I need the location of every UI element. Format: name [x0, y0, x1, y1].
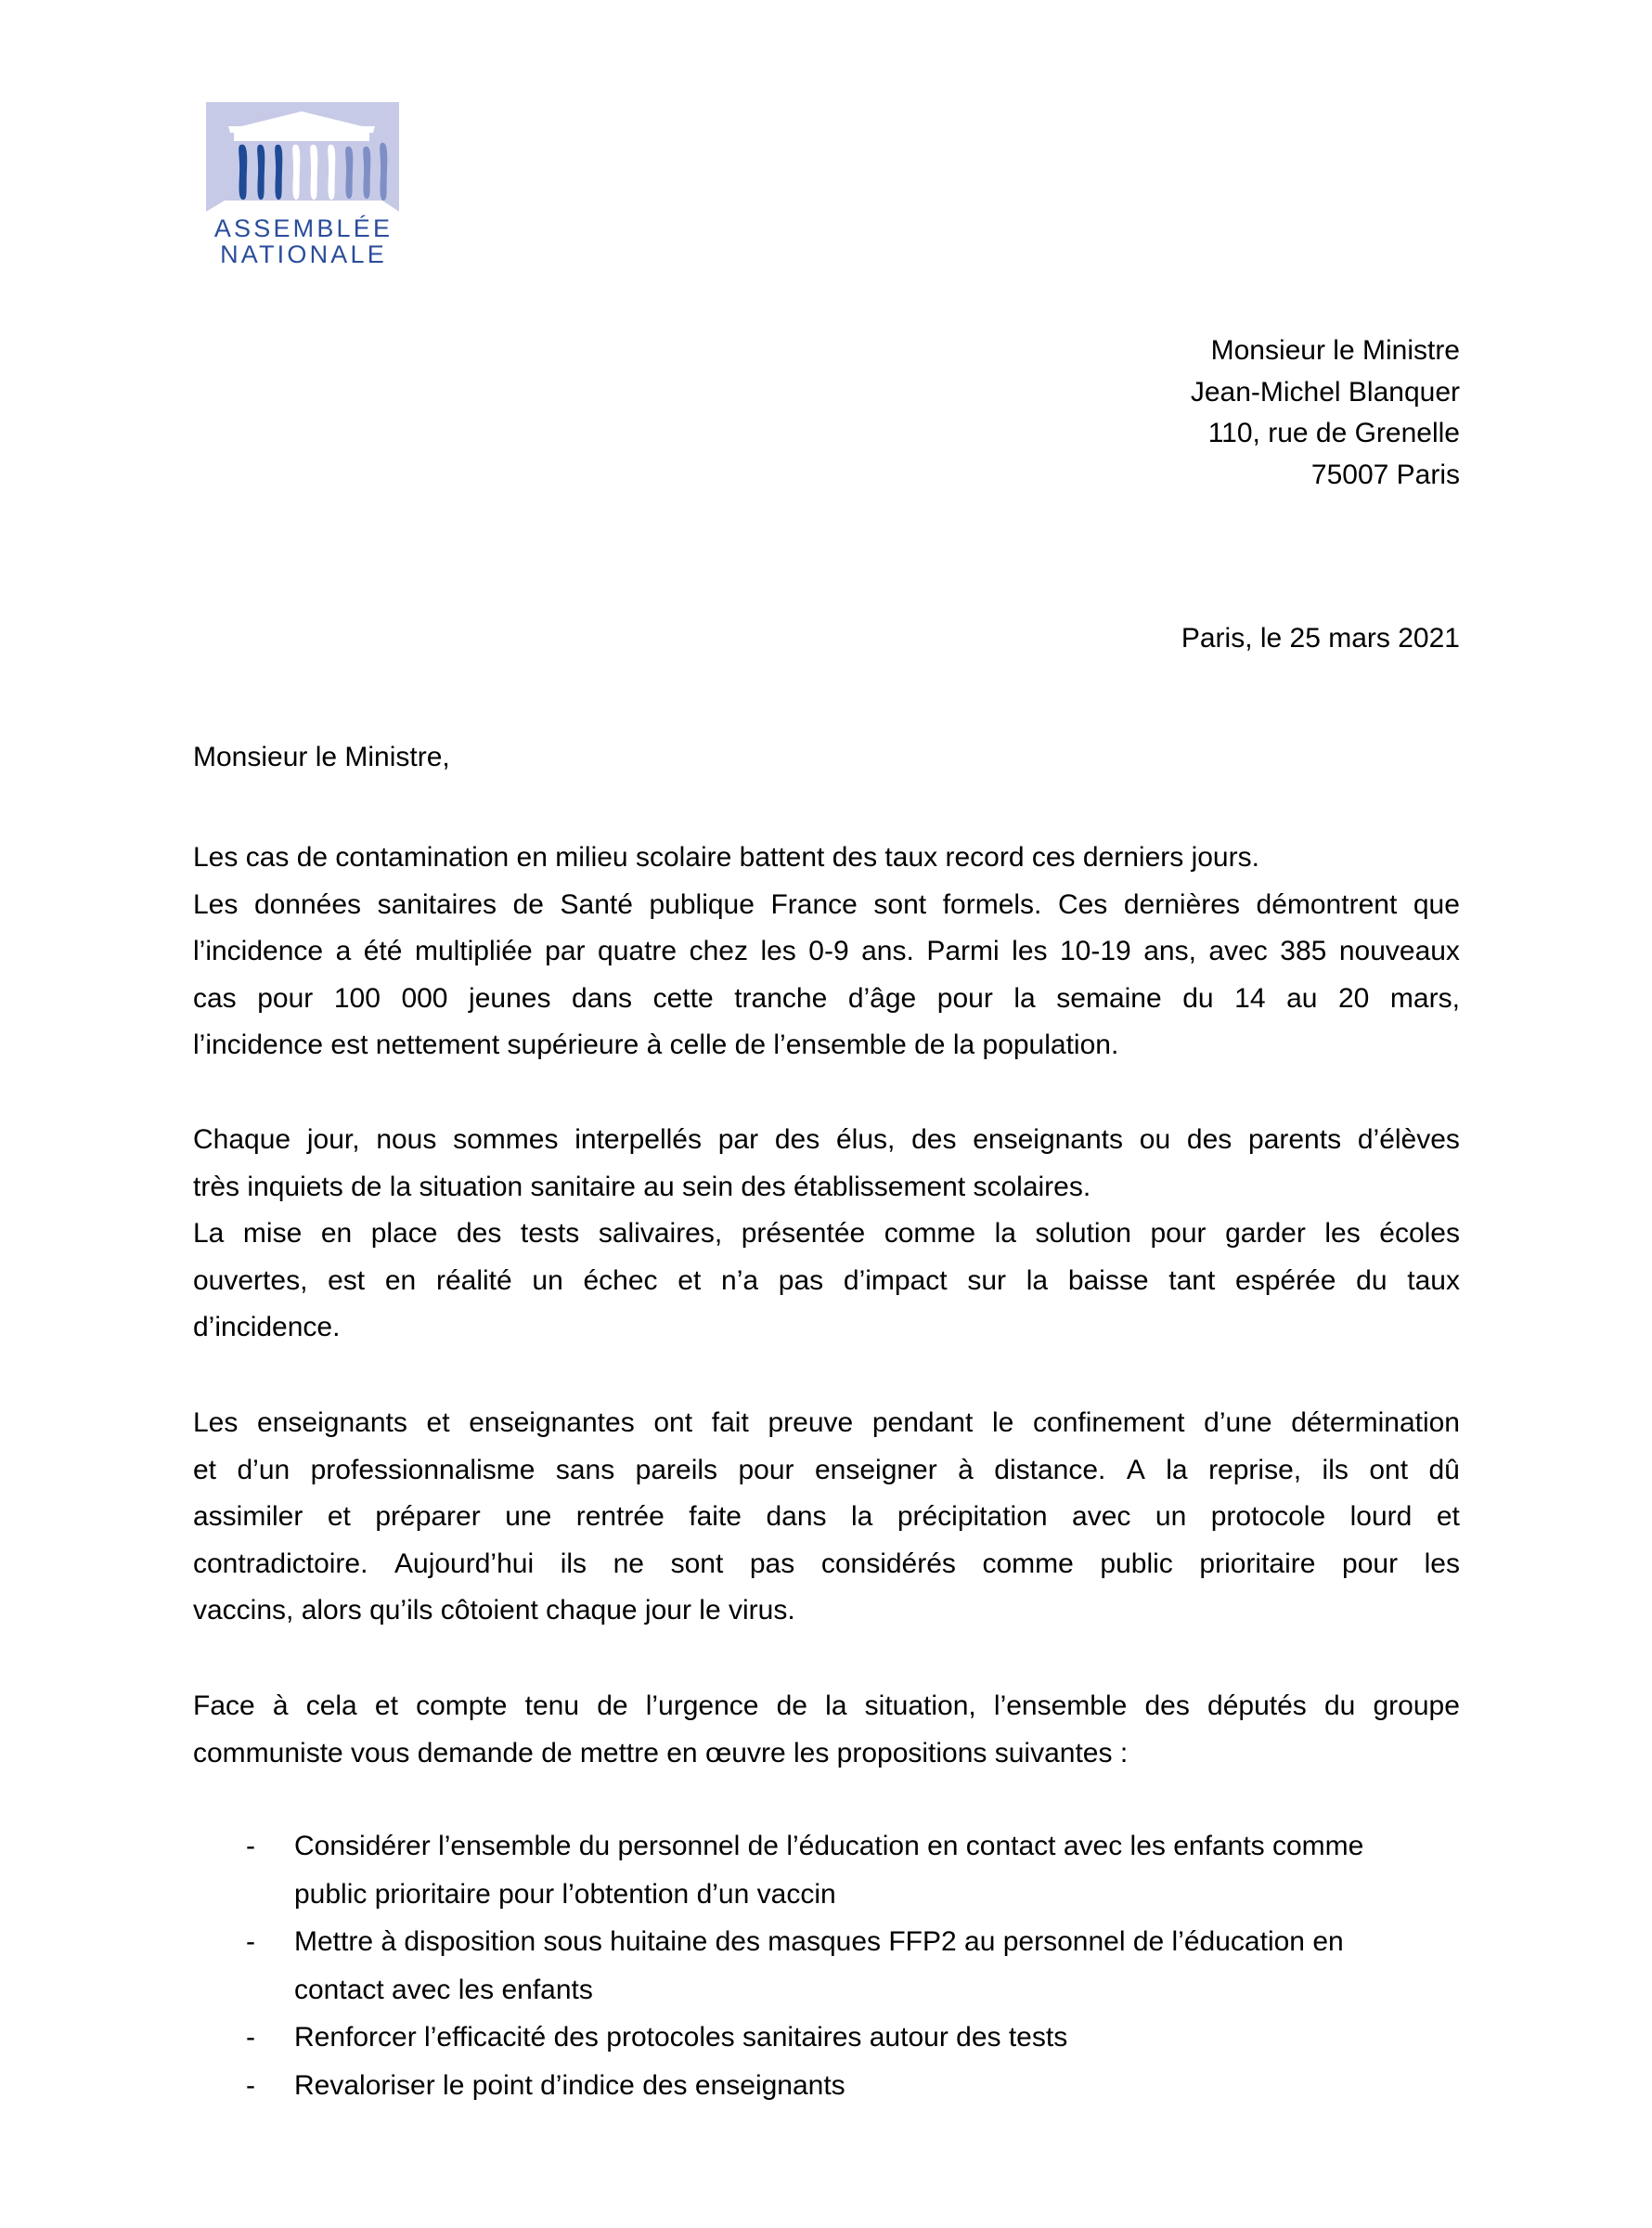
word: pour — [936, 982, 993, 1014]
word: sommes — [453, 1124, 559, 1155]
word: le — [992, 1407, 1014, 1438]
logo-columns — [239, 143, 387, 201]
word: compte — [416, 1690, 508, 1721]
word: solution — [1035, 1218, 1131, 1249]
word: considérés — [820, 1548, 956, 1579]
word: la — [1026, 1264, 1049, 1296]
word: ouvertes, — [193, 1264, 308, 1296]
paragraph-line: Les cas de contamination en milieu scolaire battent des taux record ces derniers jours. — [193, 842, 1259, 873]
word: du — [1182, 982, 1214, 1014]
word: comme — [884, 1218, 976, 1249]
word: enseignants — [973, 1124, 1124, 1155]
word: élus, — [835, 1124, 896, 1155]
word: tranche — [734, 982, 828, 1014]
word: un — [532, 1264, 563, 1296]
word: la — [1166, 1454, 1188, 1485]
word: Parmi — [926, 936, 1000, 966]
word: pour — [738, 1454, 794, 1485]
word: publique — [649, 888, 755, 920]
word: l’ensemble — [993, 1690, 1128, 1721]
paragraph-line — [193, 1447, 1460, 1495]
word: députés — [1207, 1690, 1307, 1721]
word: et — [1436, 1501, 1460, 1532]
word: la — [1013, 982, 1036, 1014]
word: est — [328, 1264, 366, 1296]
dash-bullet-icon: - — [246, 1831, 255, 1861]
word: l’urgence — [645, 1690, 759, 1721]
word: échec — [583, 1264, 658, 1296]
word: à — [272, 1690, 289, 1721]
word: ils — [560, 1548, 587, 1579]
proposal-line: Revaloriser le point d’indice des enseignants — [294, 2069, 845, 2101]
word: ils — [1322, 1454, 1349, 1485]
word: pendant — [871, 1407, 974, 1438]
word: Aujourd’hui — [394, 1548, 535, 1579]
word: la — [994, 1218, 1016, 1249]
proposal-line: contact avec les enfants — [294, 1974, 593, 2005]
word: parents — [1248, 1124, 1342, 1155]
word: précipitation — [897, 1501, 1048, 1532]
word: a — [335, 936, 352, 966]
word: enseignants — [257, 1407, 407, 1438]
word: confinement — [1033, 1407, 1185, 1438]
word: place — [370, 1218, 438, 1249]
word: protocole — [1210, 1501, 1326, 1532]
word: de — [512, 888, 544, 920]
word: preuve — [768, 1407, 854, 1438]
word: d’élèves — [1357, 1124, 1460, 1155]
word: lourd — [1349, 1501, 1413, 1532]
word: 14 — [1234, 982, 1266, 1014]
word: rentrée — [575, 1501, 665, 1532]
word: groupe — [1373, 1690, 1460, 1721]
logo-text-assemblee: ASSEMBLÉE — [213, 214, 394, 242]
word: sanitaires — [377, 888, 497, 920]
proposal-line: Renforcer l’efficacité des protocoles sanitaires autour des tests — [294, 2022, 1068, 2053]
word: Santé — [560, 888, 633, 920]
word: quatre — [598, 936, 678, 966]
word: tant — [1168, 1264, 1216, 1296]
word: jeunes — [469, 982, 551, 1014]
proposal-line: Mettre à disposition sous huitaine des masques FFP2 au personnel de l’éducation en — [294, 1926, 1344, 1957]
word: Ces — [1057, 888, 1108, 920]
word: 100 — [333, 982, 381, 1014]
paragraph-line: l’incidence est nettement supérieure à celle de l’ensemble de la population. — [193, 1030, 1119, 1060]
salutation: Monsieur le Ministre, — [193, 742, 450, 772]
word: nous — [376, 1124, 437, 1155]
word: cela — [305, 1690, 357, 1721]
dash-bullet-icon: - — [246, 1926, 255, 1957]
word: du — [1356, 1264, 1387, 1296]
paragraph-line: communiste vous demande de mettre en œuvre les propositions suivantes : — [193, 1737, 1129, 1768]
word: pour — [1150, 1218, 1207, 1249]
paragraph-teachers — [193, 1400, 1460, 1635]
word: et — [678, 1264, 702, 1296]
word: contradictoire. — [193, 1548, 368, 1579]
word: France — [770, 888, 858, 920]
word: ans. — [861, 936, 914, 966]
word: public — [1100, 1548, 1173, 1579]
paragraph-line — [193, 1683, 1460, 1730]
word: des — [457, 1218, 502, 1249]
word: les — [1324, 1218, 1361, 1249]
word: et — [426, 1407, 450, 1438]
word: dans — [572, 982, 633, 1014]
word: interpellés — [574, 1124, 702, 1155]
word: les — [760, 936, 796, 966]
word: mars, — [1389, 982, 1460, 1014]
word: garder — [1225, 1218, 1306, 1249]
word: sont — [670, 1548, 724, 1579]
word: faite — [689, 1501, 742, 1532]
word: dans — [766, 1501, 827, 1532]
word: d’impact — [843, 1264, 948, 1296]
word: avec — [1208, 936, 1268, 966]
word: Les — [193, 1407, 239, 1438]
recipient-city: 75007 Paris — [1310, 459, 1460, 490]
paragraph-line: d’incidence. — [193, 1312, 341, 1342]
word: professionnalisme — [310, 1454, 536, 1485]
recipient-title: Monsieur le Ministre — [1210, 335, 1460, 366]
word: sont — [873, 888, 927, 920]
word: ont — [653, 1407, 693, 1438]
word: la — [825, 1690, 847, 1721]
word: Chaque — [193, 1124, 291, 1155]
recipient-address — [1191, 330, 1460, 496]
word: du — [1323, 1690, 1356, 1721]
word: 000 — [401, 982, 448, 1014]
word: pour — [1342, 1548, 1399, 1579]
word: fait — [711, 1407, 749, 1438]
word: mise — [242, 1218, 303, 1249]
word: dû — [1428, 1454, 1460, 1485]
word: que — [1413, 888, 1460, 920]
word: n’a — [721, 1264, 759, 1296]
word: au — [1286, 982, 1318, 1014]
word: salivaires, — [598, 1218, 723, 1249]
word: pareils — [635, 1454, 718, 1485]
word: en — [384, 1264, 417, 1296]
word: prioritaire — [1199, 1548, 1316, 1579]
word: des — [1144, 1690, 1190, 1721]
word: Les — [193, 888, 239, 920]
word: jour, — [306, 1124, 360, 1155]
word: sur — [967, 1264, 1007, 1296]
word: des — [911, 1124, 957, 1155]
paragraph-line — [193, 1400, 1460, 1447]
proposal-line: public prioritaire pour l’obtention d’un vaccin — [294, 1878, 836, 1910]
word: A — [1126, 1454, 1145, 1485]
word: ne — [613, 1548, 644, 1579]
word: d’âge — [847, 982, 917, 1014]
word: des — [774, 1124, 820, 1155]
word: ont — [1369, 1454, 1409, 1485]
word: un — [1155, 1501, 1187, 1532]
word: La — [193, 1218, 225, 1249]
recipient-street: 110, rue de Grenelle — [1207, 418, 1460, 448]
word: chez — [689, 936, 748, 966]
word: enseigner — [814, 1454, 937, 1485]
word: la — [850, 1501, 873, 1532]
logo-text-nationale: NATIONALE — [220, 240, 387, 268]
word: avec — [1072, 1501, 1131, 1532]
word: et — [374, 1690, 398, 1721]
word: présentée — [741, 1218, 866, 1249]
word: d’un — [237, 1454, 290, 1485]
paragraph-line — [193, 928, 1460, 976]
word: cette — [652, 982, 714, 1014]
paragraph-line — [193, 1211, 1460, 1258]
dash-bullet-icon: - — [246, 2022, 255, 2053]
word: taux — [1407, 1264, 1460, 1296]
paragraph-request-intro — [193, 1683, 1460, 1777]
word: enseignantes — [469, 1407, 635, 1438]
word: cas — [193, 982, 237, 1014]
word: multipliée — [414, 936, 533, 966]
word: par — [717, 1124, 759, 1155]
word: par — [545, 936, 586, 966]
word: de — [776, 1690, 807, 1721]
word: 385 — [1280, 936, 1327, 966]
letter-date: Paris, le 25 mars 2021 — [1181, 623, 1460, 654]
word: des — [1186, 1124, 1233, 1155]
paragraph-line — [193, 1258, 1460, 1305]
word: tenu — [524, 1690, 580, 1721]
word: ou — [1139, 1124, 1171, 1155]
word: comme — [982, 1548, 1074, 1579]
word: ans, — [1143, 936, 1196, 966]
word: semaine — [1056, 982, 1162, 1014]
word: Face — [193, 1690, 255, 1721]
paragraph-line — [193, 882, 1460, 929]
word: et — [327, 1501, 351, 1532]
word: pas — [749, 1548, 795, 1579]
word: et — [193, 1454, 217, 1485]
word: démontrent — [1256, 888, 1398, 920]
word: d’une — [1204, 1407, 1272, 1438]
word: écoles — [1379, 1218, 1460, 1249]
paragraph-line — [193, 976, 1460, 1023]
word: baisse — [1067, 1264, 1149, 1296]
word: 0-9 — [808, 936, 849, 966]
paragraph-line — [193, 1494, 1460, 1541]
word: espérée — [1235, 1264, 1336, 1296]
word: formels. — [942, 888, 1042, 920]
proposals-list — [193, 1822, 1460, 2109]
proposal-item — [193, 1918, 1460, 2014]
word: situation, — [864, 1690, 976, 1721]
paragraph-line: très inquiets de la situation sanitaire au sein des établissement scolaires. — [193, 1171, 1091, 1202]
word: pas — [778, 1264, 824, 1296]
word: reprise, — [1208, 1454, 1302, 1485]
word: été — [363, 936, 403, 966]
word: de — [597, 1690, 628, 1721]
word: distance. — [994, 1454, 1106, 1485]
hemicycle-building-icon — [206, 100, 401, 214]
word: données — [253, 888, 362, 920]
word: les — [1424, 1548, 1460, 1579]
proposal-line: Considérer l’ensemble du personnel de l’éducation en contact avec les enfants comme — [294, 1831, 1364, 1861]
word: 20 — [1338, 982, 1370, 1014]
word: préparer — [375, 1501, 481, 1532]
paragraph-school-concerns — [193, 1117, 1460, 1352]
paragraph-line: vaccins, alors qu’ils côtoient chaque jour le virus. — [193, 1595, 795, 1626]
word: à — [958, 1454, 974, 1485]
word: dernières — [1123, 888, 1240, 920]
paragraph-line — [193, 1541, 1460, 1588]
paragraph-line — [193, 1117, 1460, 1164]
word: 10-19 — [1060, 936, 1131, 966]
proposal-item — [193, 2014, 1460, 2062]
proposal-item — [193, 1822, 1460, 1918]
word: réalité — [435, 1264, 512, 1296]
assemblee-nationale-logo — [206, 100, 401, 267]
word: pour — [257, 982, 314, 1014]
word: assimiler — [193, 1501, 303, 1532]
word: détermination — [1291, 1407, 1460, 1438]
paragraph-contamination-data — [193, 835, 1460, 1069]
word: une — [505, 1501, 552, 1532]
word: nouveaux — [1338, 936, 1460, 966]
word: l’incidence — [193, 936, 324, 966]
word: sans — [555, 1454, 615, 1485]
word: en — [320, 1218, 353, 1249]
proposal-item — [193, 2062, 1460, 2110]
word: tests — [520, 1218, 580, 1249]
dash-bullet-icon: - — [246, 2069, 255, 2101]
recipient-name: Jean-Michel Blanquer — [1190, 376, 1460, 408]
word: les — [1012, 936, 1048, 966]
